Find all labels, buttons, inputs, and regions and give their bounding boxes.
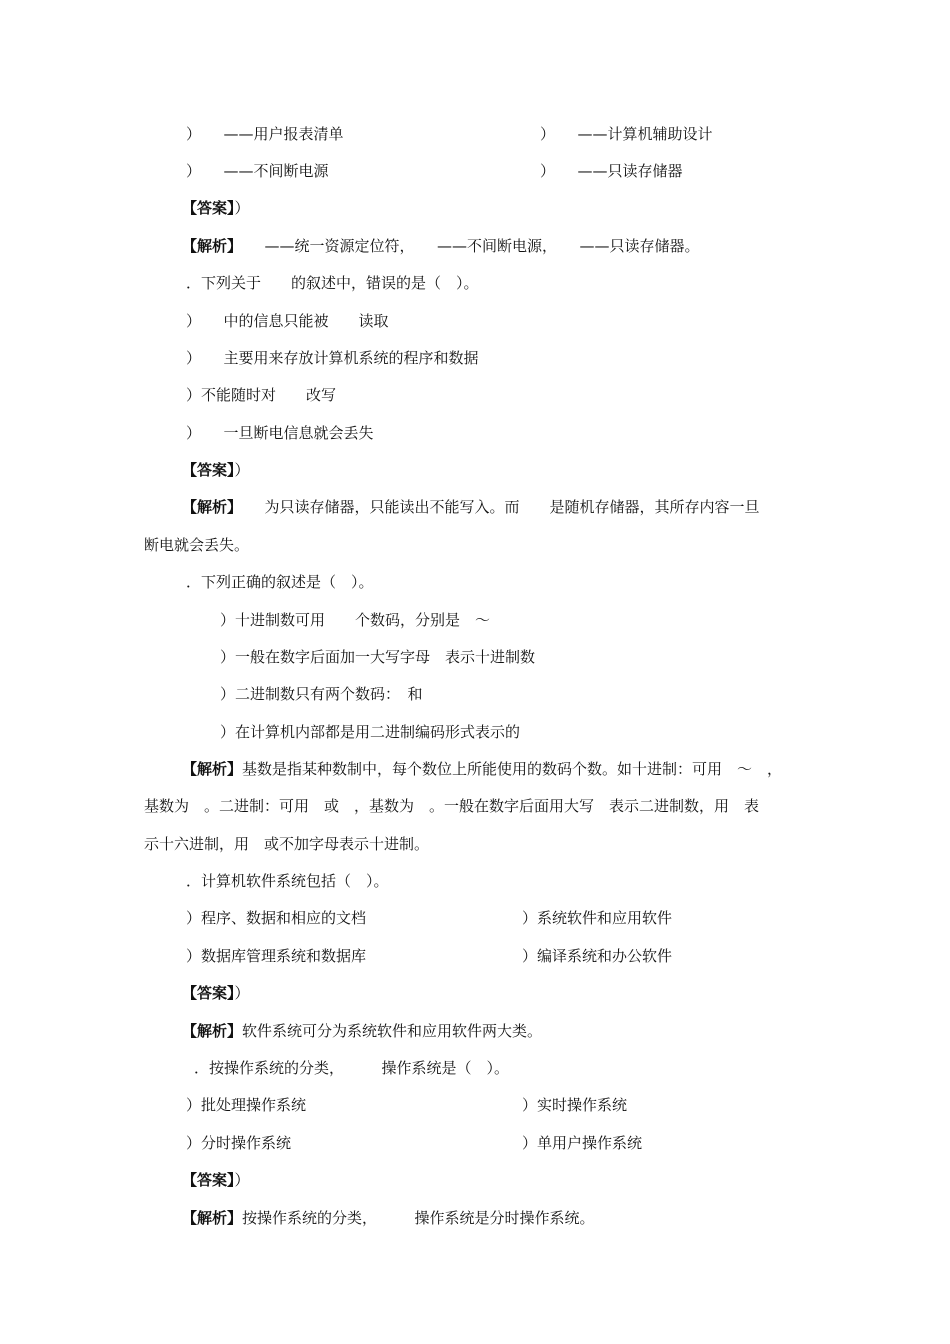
option-c: ）不能随时对 改写 [186,386,337,404]
analysis-tag: 【解析】 [182,237,235,255]
question-stem: ．计算机软件系统包括（ ）。 [186,872,389,890]
option-a: ）程序、数据和相应的文档 [186,909,367,927]
option-f: ） ——只读存储器 [540,162,683,180]
analysis-text: 基数是指某种数制中，每个数位上所能使用的数码个数。如十进制：可用 ～ ， [242,760,783,778]
analysis-continuation: 示十六进制，用 或不加字母表示十进制。 [144,835,430,853]
option-a: ）批处理操作系统 [186,1096,307,1114]
option-b: ）实时操作系统 [522,1096,628,1114]
question-stem: ．下列正确的叙述是（ ）。 [186,573,374,591]
option-b: ）系统软件和应用软件 [522,909,673,927]
option-e: ） ——不间断电源 [186,162,329,180]
option-c: ） ——用户报表清单 [186,125,344,143]
analysis-tag: 【解析】 [182,1209,243,1227]
analysis-text: 软件系统可分为系统软件和应用软件两大类。 [242,1022,543,1040]
option-c: ）数据库管理系统和数据库 [186,947,367,965]
answer-value: ） [234,1171,250,1189]
option-a: ） 中的信息只能被 读取 [186,312,389,330]
analysis-tag: 【解析】 [182,1022,243,1040]
analysis-continuation: 断电就会丢失。 [144,536,250,554]
answer-tag: 【答案】 [182,984,235,1002]
analysis-line [182,759,782,779]
option-d: ）编译系统和办公软件 [522,947,673,965]
answer-line [182,983,250,1003]
option-c: ）分时操作系统 [186,1134,292,1152]
answer-line [182,1170,250,1190]
answer-value: ） [234,984,250,1002]
answer-tag: 【答案】 [182,461,235,479]
analysis-continuation: 基数为 。二进制：可用 或 ，基数为 。一般在数字后面用大写 表示二进制数，用 表 [144,797,760,815]
analysis-line [182,236,700,256]
analysis-text: ——统一资源定位符， ——不间断电源， ——只读存储器。 [234,237,700,255]
answer-value: ） [234,199,250,217]
option-b: ）一般在数字后面加一大写字母 表示十进制数 [220,648,536,666]
answer-tag: 【答案】 [182,199,235,217]
option-d: ）在计算机内部都是用二进制编码形式表示的 [220,723,521,741]
answer-value: ） [234,461,250,479]
answer-line [182,460,250,480]
option-b: ） 主要用来存放计算机系统的程序和数据 [186,349,479,367]
answer-tag: 【答案】 [182,1171,235,1189]
question-stem: ．按操作系统的分类， 操作系统是（ ）。 [194,1059,510,1077]
option-d: ） ——计算机辅助设计 [540,125,713,143]
analysis-tag: 【解析】 [182,760,243,778]
option-d: ）单用户操作系统 [522,1134,643,1152]
analysis-text: 按操作系统的分类， 操作系统是分时操作系统。 [242,1209,595,1227]
question-stem: ．下列关于 的叙述中，错误的是（ ）。 [186,274,479,292]
analysis-text: 为只读存储器，只能读出不能写入。而 是随机存储器，其所存内容一旦 [234,498,760,516]
analysis-tag: 【解析】 [182,498,235,516]
analysis-line [182,1208,595,1228]
analysis-line [182,1021,542,1041]
option-a: ）十进制数可用 个数码，分别是 ～ [220,611,491,629]
option-c: ）二进制数只有两个数码： 和 [220,685,423,703]
option-d: ） 一旦断电信息就会丢失 [186,424,374,442]
analysis-line [182,497,760,517]
answer-line [182,198,250,218]
